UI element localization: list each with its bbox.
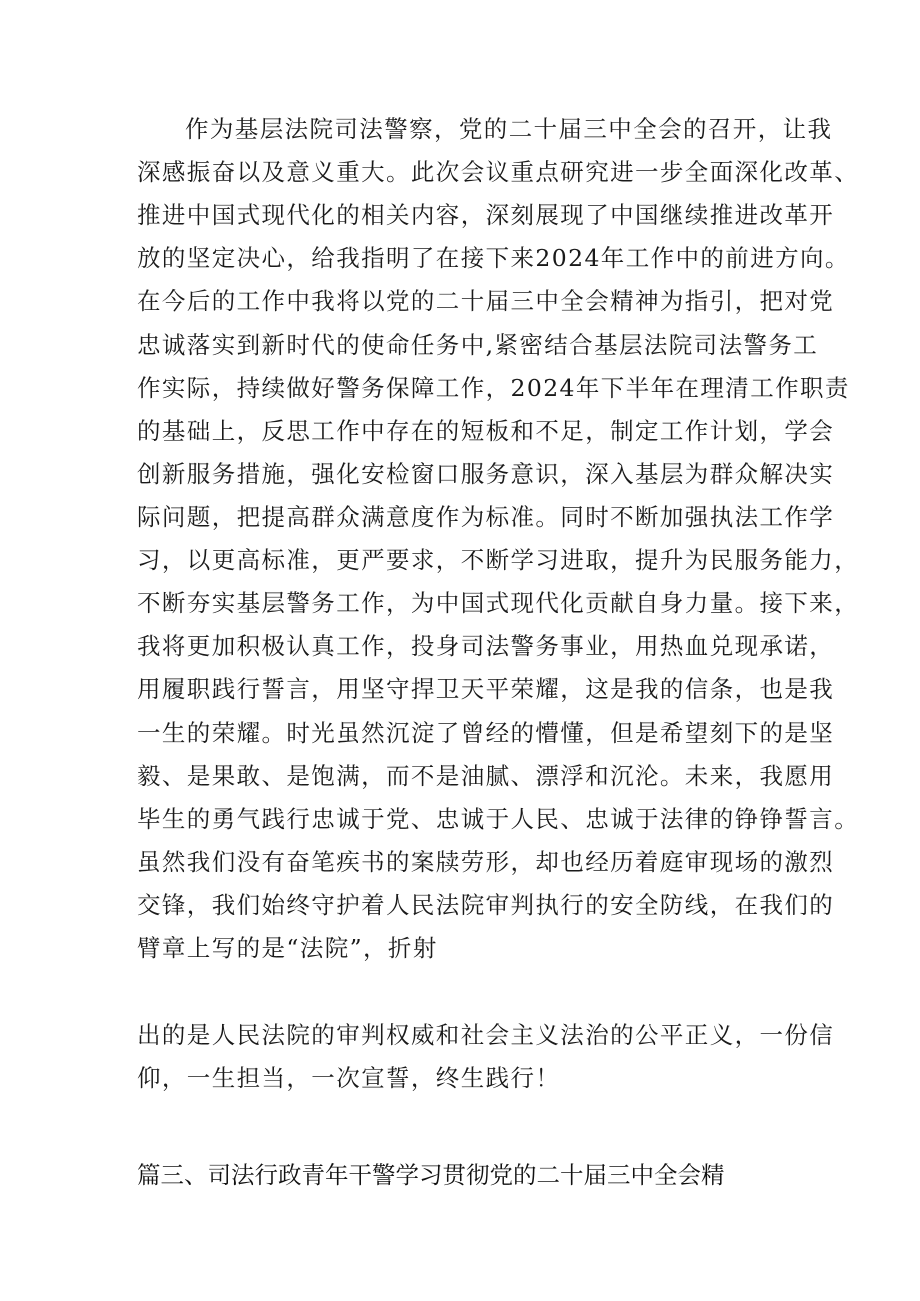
body-text-line: 的基础上，反思工作中存在的短板和不足，制定工作计划，学会 (137, 417, 835, 445)
body-text-line: 推进中国式现代化的相关内容，深刻展现了中国继续推进改革开 (137, 201, 835, 229)
body-text-line: 作为基层法院司法警察，党的二十届三中全会的召开，让我 (185, 115, 833, 143)
body-text-line: 我将更加积极认真工作，投身司法警务事业，用热血兑现承诺， (137, 632, 835, 660)
body-text-line: 虽然我们没有奋笔疾书的案牍劳形，却也经历着庭审现场的激烈 (137, 848, 835, 876)
body-text-line: 创新服务措施，强化安检窗口服务意识，深入基层为群众解决实 (137, 460, 835, 488)
body-text-line: 深感振奋以及意义重大。此次会议重点研究进一步全面深化改革、 (137, 158, 860, 186)
body-text-line: 习，以更高标准，更严要求，不断学习进取，提升为民服务能力， (137, 546, 860, 574)
body-text-line: 出的是人民法院的审判权威和社会主义法治的公平正义，一份信 (137, 1021, 835, 1049)
body-text-line: 际问题，把提高群众满意度作为标准。同时不断加强执法工作学 (137, 503, 835, 531)
body-text-line: 仰，一生担当，一次宣誓，终生践行！ (137, 1064, 561, 1092)
body-text-line: 毕生的勇气践行忠诚于党、忠诚于人民、忠诚于法律的铮铮誓言。 (137, 805, 860, 833)
body-text-line: 臂章上写的是“法院”，折射 (137, 934, 438, 962)
body-text-line: 不断夯实基层警务工作，为中国式现代化贡献自身力量。接下来， (137, 589, 860, 617)
section-heading: 篇三、司法行政青年干警学习贯彻党的二十届三中全会精 (137, 1161, 725, 1189)
body-text-line: 一生的荣耀。时光虽然沉淀了曾经的懵懂，但是希望刻下的是坚 (137, 719, 835, 747)
body-text-line: 毅、是果敢、是饱满，而不是油腻、漂浮和沉沦。未来，我愿用 (137, 762, 835, 790)
body-text-line: 用履职践行誓言，用坚守捍卫天平荣耀，这是我的信条，也是我 (137, 675, 835, 703)
body-text-line: 交锋，我们始终守护着人民法院审判执行的安全防线，在我们的 (137, 891, 835, 919)
body-text-line: 放的坚定决心，给我指明了在接下来2024年工作中的前进方向。 (137, 244, 850, 272)
body-text-line: 在今后的工作中我将以党的二十届三中全会精神为指引，把对党 (137, 287, 835, 315)
body-text-line: 作实际，持续做好警务保障工作，2024年下半年在理清工作职责 (137, 374, 850, 402)
body-text-line: 忠诚落实到新时代的使命任务中,紧密结合基层法院司法警务工 (137, 331, 819, 359)
